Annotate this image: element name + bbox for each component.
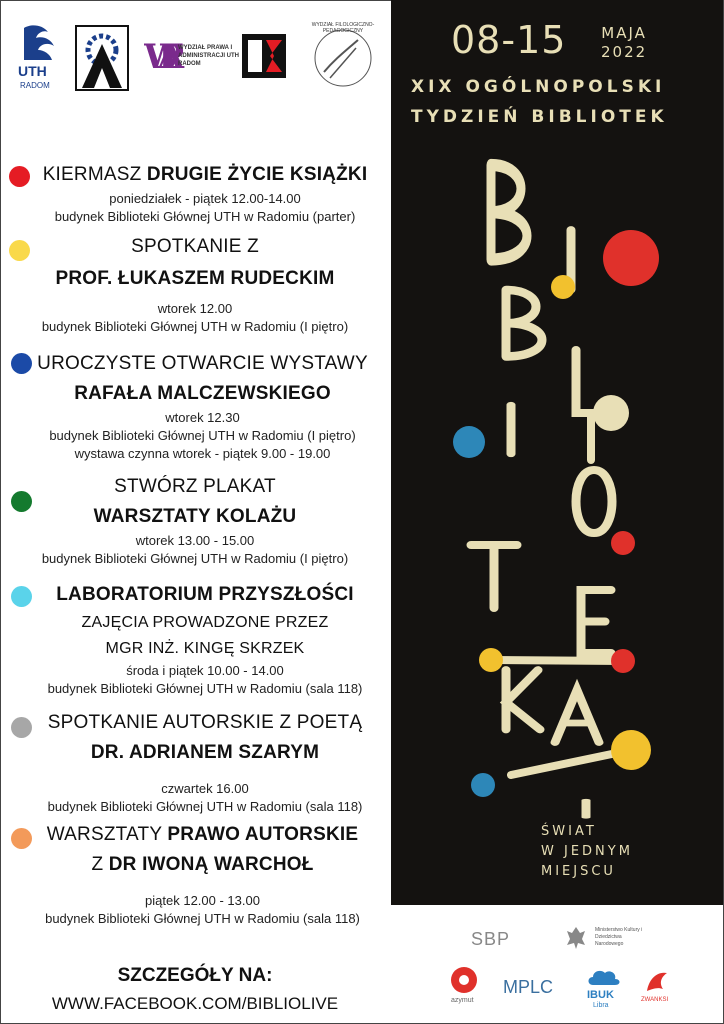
zs-logo	[240, 20, 288, 96]
event-title: SPOTKANIE AUTORSKIE Z POETĄ	[47, 712, 363, 733]
poster-tagline	[541, 822, 633, 882]
event-time: wtorek 12.00	[157, 301, 233, 316]
event-artist: RAFAŁA MALCZEWSKIEGO	[74, 383, 331, 404]
event-spotkanie-rudecki	[0, 232, 390, 336]
event-subtitle: WARSZTATY KOLAŻU	[93, 506, 297, 527]
facebook-link[interactable]: WWW.FACEBOOK.COM/BIBLIOLIVE	[51, 994, 339, 1013]
event-place: budynek Biblioteki Głównej UTH w Radomiu (I piętro)	[49, 428, 356, 443]
wpa-text: WYDZIAŁ PRAWA I ADMINISTRACJI UTH RADOM	[178, 45, 239, 67]
biblioteka-artwork	[391, 0, 723, 905]
red-ball	[611, 531, 635, 555]
yellow-ball	[611, 730, 651, 770]
wfp-text: WYDZIAŁ FILOLOGICZNO-PEDAGOGICZNY	[311, 22, 375, 34]
event-place: budynek Biblioteki Głównej UTH w Radomiu (sala 118)	[47, 799, 363, 814]
mechanical-faculty-logo	[74, 20, 130, 96]
event-title-bold: PRAWO AUTORSKIE	[167, 824, 359, 845]
logo-bar	[8, 20, 382, 96]
poster-tagline-3: MIEJSCU	[541, 864, 616, 879]
event-title	[20, 160, 390, 190]
event-time: czwartek 16.00	[161, 781, 249, 796]
mkidn-logo: Ministerstwo Kultury i Dziedzictwa Narodowego	[595, 927, 643, 947]
uth-city-text: RADOM	[20, 81, 50, 90]
event-prawo-autorskie	[15, 820, 390, 928]
zwanksi-icon	[643, 969, 671, 995]
details-footer	[0, 962, 390, 1018]
event-title: LABORATORIUM PRZYSZŁOŚCI	[56, 584, 354, 605]
sbp-logo: SBP	[471, 929, 511, 949]
connector-bar	[491, 660, 623, 661]
event-title-normal: KIERMASZ	[42, 164, 147, 185]
event-time: wtorek 12.30	[165, 410, 240, 425]
event-guest-name: DR IWONĄ WARCHOŁ	[108, 854, 314, 875]
poster-year: 2022	[601, 43, 648, 61]
event-laboratorium	[20, 580, 390, 698]
law-faculty-logo	[144, 20, 240, 96]
event-kolaz	[0, 472, 390, 568]
title-letter-t	[471, 545, 517, 608]
yellow-ball	[551, 275, 575, 299]
title-letter-b	[506, 290, 542, 357]
blue-ball	[453, 426, 485, 458]
event-place: budynek Biblioteki Głównej UTH w Radomiu (sala 118)	[47, 681, 363, 696]
ibuk-logo: IBUK	[587, 989, 614, 1001]
details-heading: SZCZEGÓŁY NA:	[117, 965, 273, 986]
event-time: wtorek 13.00 - 15.00	[135, 533, 255, 548]
event-kiermasz	[20, 160, 390, 226]
red-ball	[603, 230, 659, 286]
eagle-icon	[565, 925, 587, 951]
mplc-logo: MPLC	[503, 977, 554, 997]
wpa-mark: WPA	[144, 37, 184, 77]
event-time: środa i piątek 10.00 - 14.00	[126, 663, 284, 678]
event-title: STWÓRZ PLAKAT	[114, 476, 276, 497]
event-title: UROCZYSTE OTWARCIE WYSTAWY	[37, 353, 368, 374]
zwanksi-label: ZWANKSI	[641, 997, 669, 1003]
title-letter-a	[555, 690, 599, 743]
yellow-ball	[479, 648, 503, 672]
poster-panel	[391, 0, 723, 905]
title-letter-k	[506, 670, 540, 730]
event-title: SPOTKANIE Z	[131, 236, 259, 257]
event-time: piątek 12.00 - 13.00	[145, 893, 260, 908]
event-lead: ZAJĘCIA PROWADZONE PRZEZ	[81, 614, 329, 631]
title-letter-b	[491, 165, 527, 260]
partner-logos	[391, 905, 723, 1023]
event-guest-prefix: Z	[91, 854, 109, 875]
azymut-icon	[447, 965, 481, 995]
red-ball	[611, 649, 635, 673]
title-letter-o	[576, 470, 612, 533]
event-place: budynek Biblioteki Głównej UTH w Radomiu (parter)	[54, 209, 356, 224]
cream-ball	[593, 395, 629, 431]
event-place: budynek Biblioteki Głównej UTH w Radomiu (I piętro)	[41, 319, 349, 334]
poster-tagline-2: W JEDNYM	[541, 844, 633, 859]
event-time: poniedziałek - piątek 12.00-14.00	[109, 191, 301, 206]
event-hours: wystawa czynna wtorek - piątek 9.00 - 19.00	[74, 446, 331, 461]
azymut-label: azymut	[451, 997, 474, 1004]
uth-logo	[14, 20, 62, 96]
event-lead-name: MGR INŻ. KINGĘ SKRZEK	[105, 640, 305, 657]
event-title-normal: WARSZTATY	[46, 824, 168, 845]
ibuk-sub: Libra	[593, 1002, 609, 1009]
poster-subtitle-2: TYDZIEŃ BIBLIOTEK	[411, 107, 668, 127]
poster-subtitle-1: XIX OGÓLNOPOLSKI	[411, 77, 666, 97]
cloud-icon	[585, 967, 621, 987]
event-guest	[15, 850, 390, 880]
poster-date: 08-15	[451, 18, 567, 62]
event-guest: PROF. ŁUKASZEM RUDECKIM	[55, 268, 335, 289]
event-wystawa	[15, 349, 390, 463]
poster-tagline-1: ŚWIAT	[541, 824, 597, 839]
title-letter-e	[581, 590, 611, 653]
event-poeta	[20, 708, 390, 816]
event-guest: DR. ADRIANEM SZARYM	[90, 742, 320, 763]
uth-logo-text: UTH	[18, 63, 47, 79]
event-title-bold: DRUGIE ŻYCIE KSIĄŻKI	[146, 164, 368, 185]
blue-ball	[471, 773, 495, 797]
event-place: budynek Biblioteki Głównej UTH w Radomiu (I piętro)	[41, 551, 349, 566]
event-title	[15, 820, 390, 850]
poster-month: MAJA	[601, 24, 647, 42]
event-place: budynek Biblioteki Głównej UTH w Radomiu (sala 118)	[45, 911, 360, 926]
philology-faculty-logo	[308, 20, 378, 96]
